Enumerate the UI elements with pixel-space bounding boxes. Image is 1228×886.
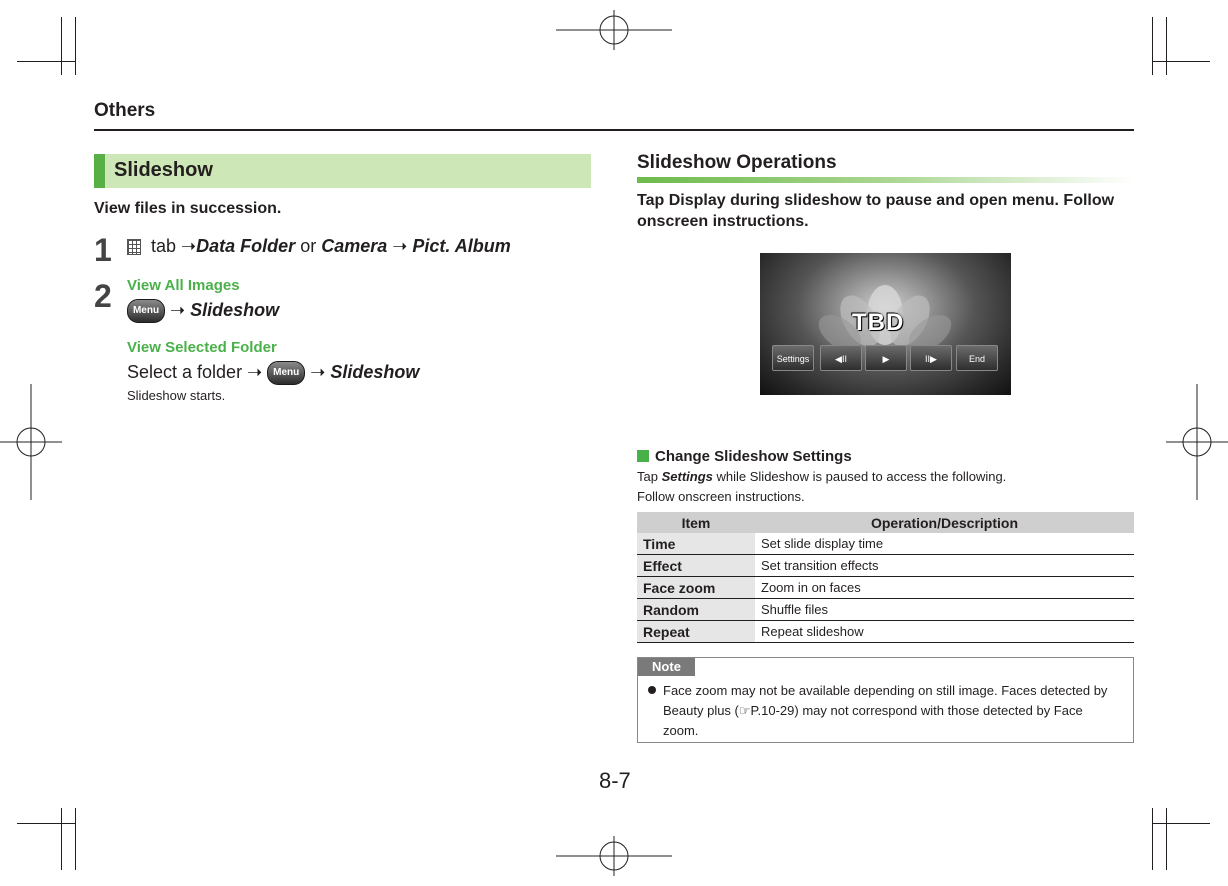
arrow-icon: ➝ [392, 236, 408, 256]
crop-mark [1152, 808, 1153, 870]
table-cell-item: Random [637, 599, 755, 621]
table-cell-description: Repeat slideshow [755, 621, 1134, 643]
table-row [637, 533, 1134, 555]
change-settings-title: Change Slideshow Settings [655, 448, 852, 465]
view-selected-folder-label: View Selected Folder [127, 339, 277, 356]
heading-accent-bar [94, 154, 105, 188]
change-settings-line2: Follow onscreen instructions. [637, 489, 805, 504]
registration-target [1166, 384, 1228, 500]
slideshow-heading [94, 154, 591, 188]
crop-mark [61, 808, 62, 870]
crop-mark [1166, 808, 1167, 870]
change-settings-line1 [637, 469, 1006, 484]
tbd-placeholder: TBD [852, 309, 905, 336]
step-number-2: 2 [94, 278, 112, 314]
table-header-operation: Operation/Description [755, 512, 1134, 533]
step-number-1: 1 [94, 232, 112, 268]
next-button[interactable]: II▶ [910, 345, 952, 371]
operations-rule [637, 177, 1134, 183]
table-cell-description: Set slide display time [755, 533, 1134, 555]
operations-title: Slideshow Operations [637, 152, 837, 173]
slideshow-title: Slideshow [114, 159, 213, 181]
note-line-2 [648, 701, 1118, 721]
operations-description: Tap Display during slideshow to pause and open menu. Follow onscreen instructions. [637, 192, 1115, 230]
crop-mark [75, 17, 76, 75]
table-cell-item: Effect [637, 555, 755, 577]
change-settings-heading [637, 448, 852, 465]
crop-mark [17, 61, 75, 62]
note-body [648, 681, 1118, 741]
line1-suffix: while Slideshow is paused to access the following. [716, 469, 1007, 484]
settings-table [637, 512, 1134, 643]
table-cell-description: Shuffle files [755, 599, 1134, 621]
page-number: 8-7 [599, 768, 631, 793]
table-row [637, 599, 1134, 621]
tab-label: tab [151, 236, 177, 256]
table-cell-item: Repeat [637, 621, 755, 643]
step-2a-line [127, 299, 279, 323]
note-line-1 [648, 681, 1118, 701]
note-box [637, 657, 1134, 743]
note-label: Note [638, 658, 695, 676]
tap-label: Tap [637, 469, 658, 484]
view-all-images-label: View All Images [127, 277, 240, 294]
arrow-icon: ➝ [310, 361, 326, 382]
table-header-item: Item [637, 512, 755, 533]
registration-target [0, 384, 62, 500]
table-row [637, 621, 1134, 643]
slideshow-label: Slideshow [190, 299, 280, 320]
crop-mark [1152, 17, 1153, 75]
data-folder-label: Data Folder [196, 236, 296, 256]
note-line-3: zoom. [663, 723, 699, 738]
pict-album-label: Pict. Album [412, 236, 511, 256]
slideshow-intro: View files in succession. [94, 200, 282, 217]
arrow-icon: ➝ [247, 361, 263, 382]
play-button[interactable]: ▶ [865, 345, 907, 371]
menu-key-icon: Menu [267, 361, 305, 385]
menu-key-icon: Menu [127, 299, 165, 323]
crop-mark [17, 823, 75, 824]
table-cell-item: Face zoom [637, 577, 755, 599]
table-row [637, 555, 1134, 577]
crop-mark [75, 808, 76, 870]
previous-button[interactable]: ◀II [820, 345, 862, 371]
page-reference-icon: ☞ [738, 703, 751, 718]
settings-button[interactable]: Settings [772, 345, 814, 371]
header-rule [94, 129, 1134, 131]
grid-icon [127, 239, 141, 255]
crop-mark [61, 17, 62, 75]
table-cell-item: Time [637, 533, 755, 555]
arrow-icon: ➝ [181, 236, 197, 256]
table-cell-description: Zoom in on faces [755, 577, 1134, 599]
slideshow-controls [772, 345, 998, 371]
slideshow-screenshot [760, 253, 1011, 395]
note-text-b-pre: Beauty plus ( [663, 703, 739, 718]
slideshow-starts-text: Slideshow starts. [127, 388, 226, 403]
note-text-b-post: P.10-29) may not correspond with those detected by Face [750, 703, 1083, 718]
slideshow-label: Slideshow [330, 361, 420, 382]
section-title: Others [94, 100, 156, 121]
select-folder-label: Select a folder [127, 361, 243, 382]
crop-mark [1166, 17, 1167, 75]
arrow-icon: ➝ [170, 299, 186, 320]
note-text-a: Face zoom may not be available depending on still image. Faces detected by [663, 683, 1108, 698]
square-bullet-icon [637, 450, 649, 462]
camera-label: Camera [321, 236, 388, 256]
end-button[interactable]: End [956, 345, 998, 371]
settings-label: Settings [661, 469, 713, 484]
registration-target [556, 836, 672, 876]
or-label: or [300, 236, 317, 256]
step-1-line [127, 236, 511, 257]
crop-mark [1152, 61, 1210, 62]
bullet-icon [648, 686, 656, 694]
crop-mark [1152, 823, 1210, 824]
table-cell-description: Set transition effects [755, 555, 1134, 577]
registration-target [556, 10, 672, 50]
table-row [637, 577, 1134, 599]
step-2b-line [127, 361, 419, 385]
